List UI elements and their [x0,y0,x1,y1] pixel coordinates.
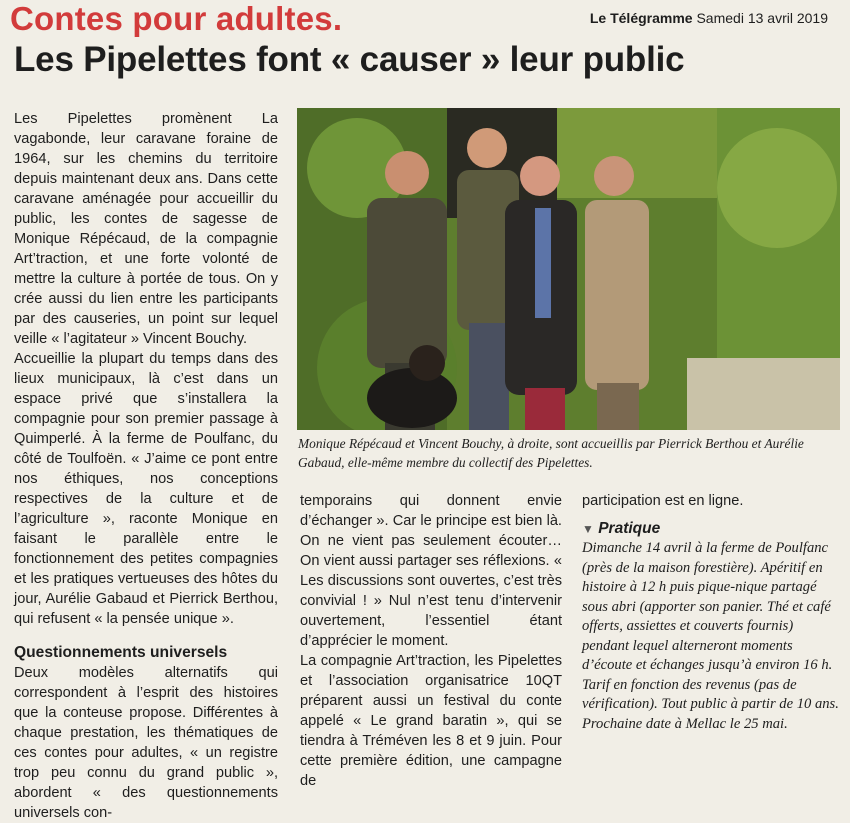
pratique-details: Dimanche 14 avril à la ferme de Poulfanc (près de la maison forestière). Apéritif en histoire à 12 h puis pique-nique partagé sous abri (apporter son panier. Thé et café offerts, assiettes et couverts fournis) pendant lequel alterneront moments d’écoute et échanges jusqu’à environ 16 h. Tarif en fonction des revenus (pas de vérification). Tout public à partir de 10 ans. Prochaine date à Mellac le 25 mai. [582,540,839,732]
paragraph: La compagnie Art’traction, les Pipelettes et l’association organisatrice 10QT préparent aussi un festival du conte appelé « Le grand baratin », qui se tiendra à Tréméven les 8 et 9 juin. Pour cette première édition, une campagne de [300,653,562,789]
masthead [590,10,828,26]
paragraph: participation est en ligne. [582,493,744,509]
article-photo [297,108,840,430]
group-photo-illustration [297,108,840,430]
pratique-heading [582,519,840,539]
kicker-title: Contes pour adultes. [10,0,343,37]
newspaper-name: Le Télégramme [589,10,693,26]
subheading: Questionnements universels [14,644,228,661]
triangle-icon: ▼ [582,522,594,536]
paragraph: temporains qui donnent envie d’échanger ». Car le principe est bien là. On ne vient pas seulement écouter… On vient aussi partager ses réflexions. « Les discussions sont ouvertes, c’est très convivial ! » Nul n’est tenu d’intervenir ouvertement, l’essentiel étant d’apprécier le moment. [300,493,562,649]
paragraph: Accueillie la plupart du temps dans des lieux municipaux, là c’est dans un espace privé que s’installera la compagnie pour son premier passage à Quimperlé. À la ferme de Poulfanc, du côté de Toulfoën. « J’aime ce pont entre nos éthiques, nos conceptions respectives de la culture et de l’agriculture », raconte Monique en faisant le parallèle entre le fonctionnement des petites compagnies et les pratiques vertueuses des hôtes du jour, Aurélie Gabaud et Pierrick Berthou, qui refusent « la pensée unique ». [14,351,278,627]
publication-date: Samedi 13 avril 2019 [696,10,828,26]
headline: Les Pipelettes font « causer » leur public [14,40,685,79]
paragraph: Les Pipelettes promènent La vagabonde, leur caravane foraine de 1964, sur les chemins du territoire depuis maintenant deux ans. Dans cette caravane aménagée pour accueillir du public, les contes de sagesse de Monique Répécaud, de la compagnie Art’traction, et une forte volonté de mettre la culture à portée de tous. On y crée aussi du lien entre les participants par des causeries, un point sur lequel veille « l’agitateur » Vincent Bouchy. [14,111,278,347]
article-column-3 [582,491,840,734]
pratique-title: Pratique [598,520,661,537]
photo-caption: Monique Répécaud et Vincent Bouchy, à droite, sont accueillis par Pierrick Berthou et Aurélie Gabaud, elle-même membre du collectif des Pipelettes. [298,436,804,470]
article-column-2 [300,491,562,791]
paragraph: Deux modèles alternatifs qui correspondent à l’esprit des histoires que la conteuse propose. Différentes à chaque prestation, les thématiques de ces contes pour adultes, « un registre trop peu connu du grand public », abordent « des questionnements universels con- [14,665,278,821]
article-column-1 [14,109,278,823]
